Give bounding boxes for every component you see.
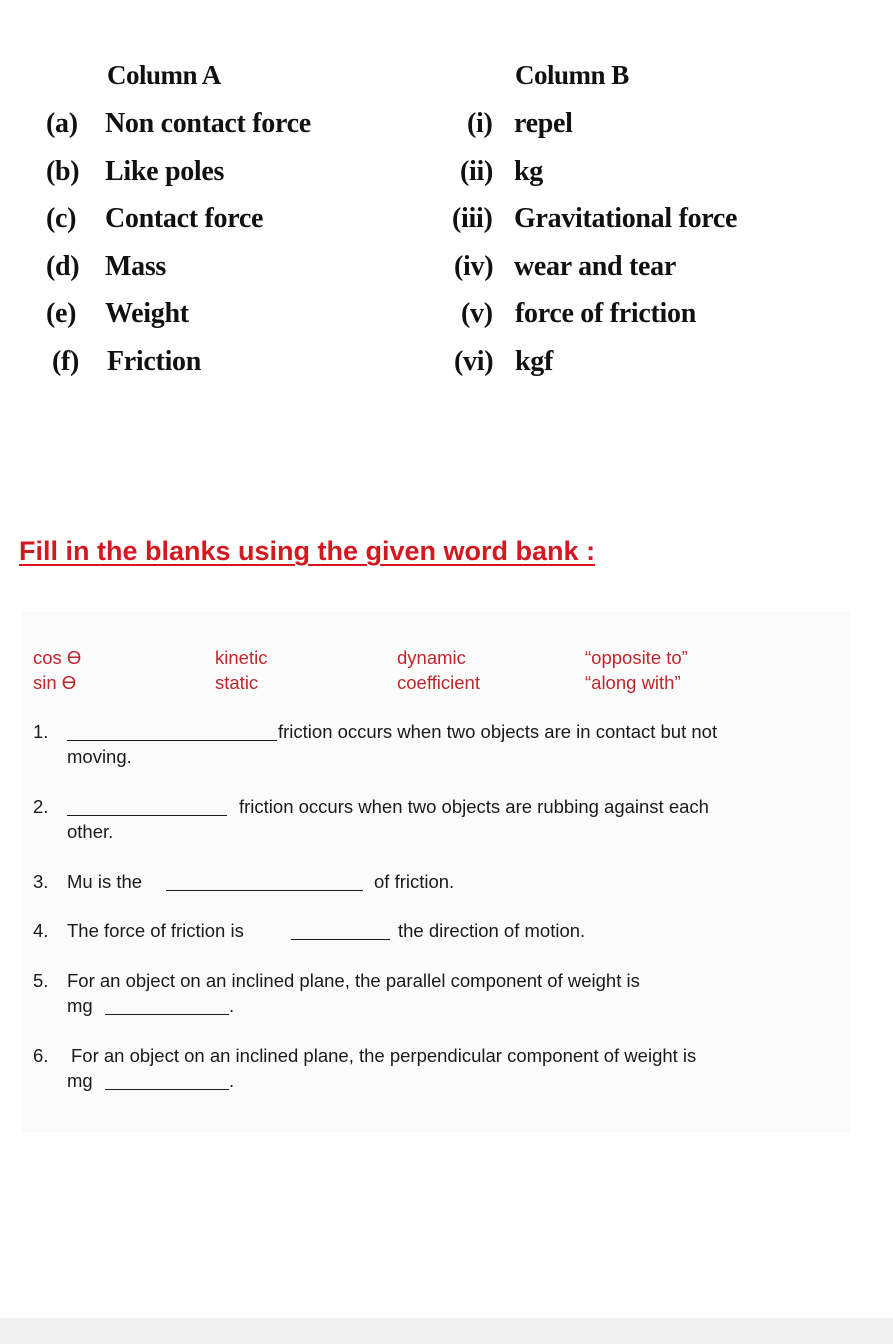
item-marker: (iii) [452, 203, 493, 234]
question-text-continued: other. [67, 821, 114, 842]
item-marker: (c) [46, 203, 77, 234]
question-number: 3. [33, 871, 49, 892]
word-bank-word: cos ϴ [33, 647, 82, 668]
question-mg: mg [67, 1070, 93, 1091]
answer-blank[interactable] [67, 740, 277, 741]
answer-blank[interactable] [291, 939, 390, 940]
question-period: . [229, 1070, 235, 1091]
question-period: . [229, 995, 235, 1016]
item-text: Non contact force [105, 108, 311, 139]
question-number: 5. [33, 970, 49, 991]
question-text: friction occurs when two objects are rubbing against each [239, 796, 709, 817]
word-bank-word: sin ϴ [33, 672, 77, 693]
item-marker: (i) [467, 108, 493, 139]
match-columns-section [0, 0, 893, 400]
item-marker: (ii) [460, 156, 494, 187]
item-marker: (d) [46, 251, 80, 282]
answer-blank[interactable] [105, 1089, 229, 1090]
item-text: wear and tear [514, 251, 676, 282]
item-text: kgf [515, 346, 553, 377]
question-number: 6. [33, 1045, 49, 1066]
question-text: Mu is the [67, 871, 143, 892]
word-bank-word: dynamic [397, 647, 466, 668]
page-footer-strip [0, 1318, 893, 1344]
item-text: kg [514, 156, 543, 187]
item-text: Contact force [105, 203, 264, 234]
answer-blank[interactable] [67, 815, 227, 816]
item-text: Gravitational force [514, 203, 738, 234]
answer-blank[interactable] [105, 1014, 229, 1015]
item-text: Weight [105, 298, 189, 329]
question-text-continued: of friction. [374, 871, 455, 892]
item-text: force of friction [515, 298, 696, 329]
item-marker: (a) [46, 108, 78, 139]
item-marker: (iv) [454, 251, 494, 282]
question-text: The force of friction is [67, 920, 244, 941]
word-bank-word: static [215, 672, 259, 693]
item-marker: (f) [52, 346, 80, 377]
item-text: Friction [107, 346, 202, 377]
word-bank-word: kinetic [215, 647, 268, 668]
question-number: 1. [33, 721, 49, 742]
question-number: 2. [33, 796, 49, 817]
question-text-continued: the direction of motion. [398, 920, 586, 941]
item-marker: (v) [461, 298, 493, 329]
question-text-continued: moving. [67, 746, 132, 767]
item-marker: (vi) [454, 346, 494, 377]
question-text: friction occurs when two objects are in contact but not [278, 721, 718, 742]
question-text: For an object on an inclined plane, the parallel component of weight is [67, 970, 640, 991]
question-mg: mg [67, 995, 93, 1016]
item-marker: (e) [46, 298, 77, 329]
word-bank-word: “along with” [585, 672, 681, 693]
question-number: 4. [33, 920, 49, 941]
column-b-header: Column B [515, 60, 629, 90]
item-marker: (b) [46, 156, 80, 187]
word-bank-word: “opposite to” [585, 647, 688, 668]
item-text: Mass [105, 251, 167, 282]
answer-blank[interactable] [166, 890, 363, 891]
fill-blanks-title: Fill in the blanks using the given word bank : [19, 536, 596, 566]
item-text: Like poles [105, 156, 225, 187]
column-a-header: Column A [107, 60, 221, 90]
question-text: For an object on an inclined plane, the perpendicular component of weight is [71, 1045, 697, 1066]
item-text: repel [514, 108, 573, 139]
word-bank-word: coefficient [397, 672, 480, 693]
